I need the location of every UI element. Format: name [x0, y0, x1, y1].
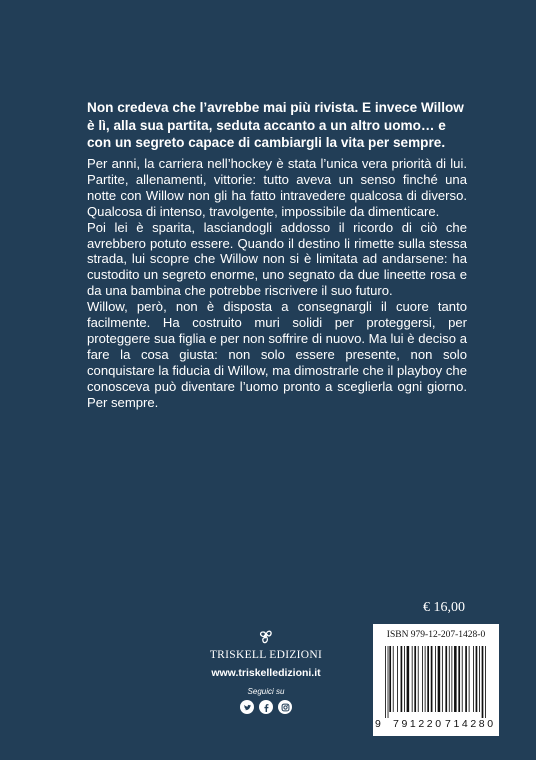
barcode-bar [469, 646, 470, 712]
barcode-bar [397, 646, 398, 712]
barcode-bar [401, 646, 403, 712]
isbn-label: ISBN 979-12-207-1428-0 [386, 630, 486, 640]
barcode-bar [422, 646, 423, 712]
barcode-bars [381, 646, 493, 718]
barcode-bar [414, 646, 416, 712]
barcode-bar [462, 646, 463, 712]
barcode-bar [451, 646, 452, 712]
barcode-bar [445, 646, 447, 712]
barcode-bar [404, 646, 405, 712]
barcode-bar [435, 646, 436, 712]
barcode-bar [388, 646, 389, 718]
barcode-bar [476, 646, 478, 712]
barcode-bar [438, 646, 441, 712]
tagline: Non credeva che l’avrebbe mai più rivista. E invece Willow è lì, alla sua partita, seduta accanto a un altro uomo… e con un segreto capace di cambiargli la vita per sempre. [87, 100, 464, 150]
barcode-bar [389, 646, 391, 712]
barcode-bar [458, 646, 460, 712]
publisher-website: www.triskelledizioni.it [211, 667, 321, 679]
barcode-bar [449, 646, 450, 712]
facebook-icon[interactable] [259, 700, 273, 714]
barcode-bar [425, 646, 426, 712]
barcode-bar [465, 646, 467, 712]
barcode-bar [442, 646, 443, 712]
barcode-bar [385, 646, 386, 718]
barcode-right-group: 714280 [445, 718, 496, 730]
barcode-bar [473, 646, 474, 712]
barcode-panel [373, 624, 499, 736]
barcode-bar [412, 646, 413, 712]
publisher-name: TRISKELL EDIZIONI [209, 649, 323, 661]
barcode-bar [479, 646, 480, 712]
synopsis-paragraph-2: Poi lei è sparita, lasciandogli addosso il ricordo di ciò che avrebbero potuto essere. Quando il destino li rimette sulla stessa strada, lui scopre che Willow non si è limitata ad andarsene: ha custodito un segreto enorme, uno segnato da due lineette rosa e da una bambina che potrebbe riscrivere il suo futuro. [87, 219, 467, 299]
barcode-bar [485, 646, 486, 718]
synopsis [87, 156, 467, 411]
barcode-left-group: 791220 [393, 718, 444, 730]
social-icons [205, 700, 327, 714]
barcode-bar [407, 646, 410, 712]
barcode-bar [418, 646, 419, 712]
publisher-block [205, 625, 327, 714]
barcode-bar [427, 646, 429, 712]
barcode-bar [482, 646, 484, 718]
triskele-icon [255, 625, 277, 647]
barcode-bar [454, 646, 457, 712]
synopsis-paragraph-3: Willow, però, non è disposta a consegnargli il cuore tanto facilmente. Ha costruito muri solidi per proteggersi, per proteggere sua figlia e per non soffrire di nuovo. Ma lui è deciso a fare la cosa giusta: non solo essere presente, non solo conquistare la fiducia di Willow, ma dimostrarle che il playboy che conosceva può diventare l’uomo pronto a sceglierla ogni giorno. Per sempre. [87, 299, 467, 410]
barcode-first-digit: 9 [375, 718, 381, 730]
instagram-icon[interactable] [278, 700, 292, 714]
barcode-bar [431, 646, 433, 712]
follow-us-label: Seguici su [247, 687, 285, 696]
price: € 16,00 [423, 600, 465, 615]
barcode-bar [393, 646, 394, 712]
twitter-icon[interactable] [240, 700, 254, 714]
synopsis-paragraph-1: Per anni, la carriera nell’hockey è stata l’unica vera priorità di lui. Partite, allenamenti, vittorie: tutto aveva un senso finché una notte con Willow non gli ha fatto intravedere qualcosa di diverso. Qualcosa di intenso, travolgente, impossibile da dimenticare. [87, 156, 467, 219]
